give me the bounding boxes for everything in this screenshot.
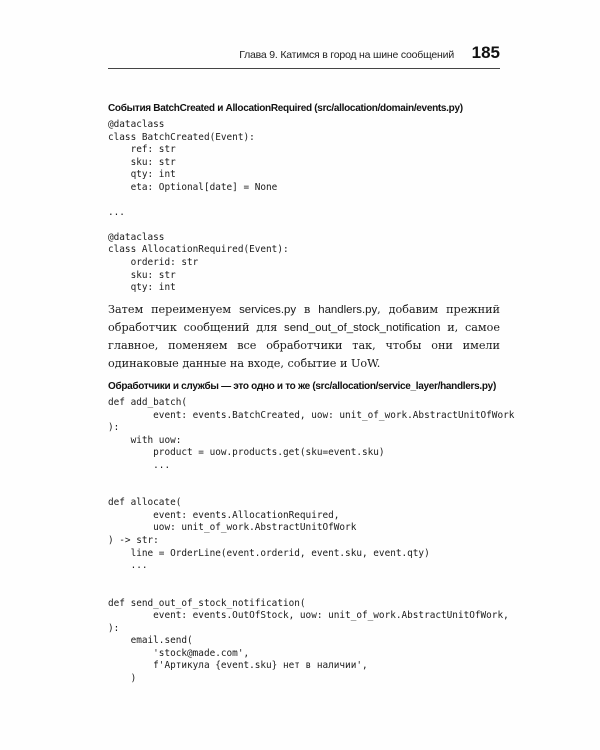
code-listing-handlers: def add_batch( event: events.BatchCreated, uow: unit_of_work.AbstractUnitOfWork ): with uow: product = uow.products.get(sku=event.sku) ... def allocate( event: events.AllocationRequired, uow: unit_of_work.AbstractUnitOfWork ) -> str: line = OrderLine(event.orderid, event.sku, event.qty) ... def send_out_of_stock_notification( event: events.OutOfStock, uow: unit_of_work.AbstractUnitOfWork, ): email.send( 'stock@made.com', f'Артикула {event.sku} нет в наличии', ) bbox=[108, 397, 515, 685]
code-listing-events: @dataclass class BatchCreated(Event): ref: str sku: str qty: int eta: Optional[date] = None ... @dataclass class AllocationRequired(Event): orderid: str sku: str qty: int bbox=[108, 119, 289, 294]
body-paragraph bbox=[108, 301, 500, 372]
listing-caption-events: События BatchCreated и AllocationRequired (src/allocation/domain/events.py) bbox=[108, 103, 463, 114]
chapter-title: Глава 9. Катимся в город на шине сообщений bbox=[239, 49, 454, 61]
listing-caption-handlers: Обработчики и службы — это одно и то же (src/allocation/service_layer/handlers.py) bbox=[108, 381, 496, 392]
paragraph-text-3: , добавим прежний обработчик сообщений для bbox=[108, 303, 500, 335]
header-rule bbox=[108, 68, 500, 69]
function-name: send_out_of_stock_notification bbox=[284, 322, 441, 335]
filename-services: services.py bbox=[239, 304, 297, 316]
paragraph-text-4: и, самое главное, поменяем все обработчики так, чтобы они имели одинаковые данные на входе, событие и UoW. bbox=[108, 321, 500, 370]
paragraph-text-1: Затем переименуем bbox=[108, 303, 240, 316]
page-number: 185 bbox=[471, 43, 500, 62]
filename-handlers: handlers.py bbox=[318, 304, 378, 316]
paragraph-text-2: в bbox=[296, 303, 319, 316]
running-header bbox=[108, 41, 500, 69]
